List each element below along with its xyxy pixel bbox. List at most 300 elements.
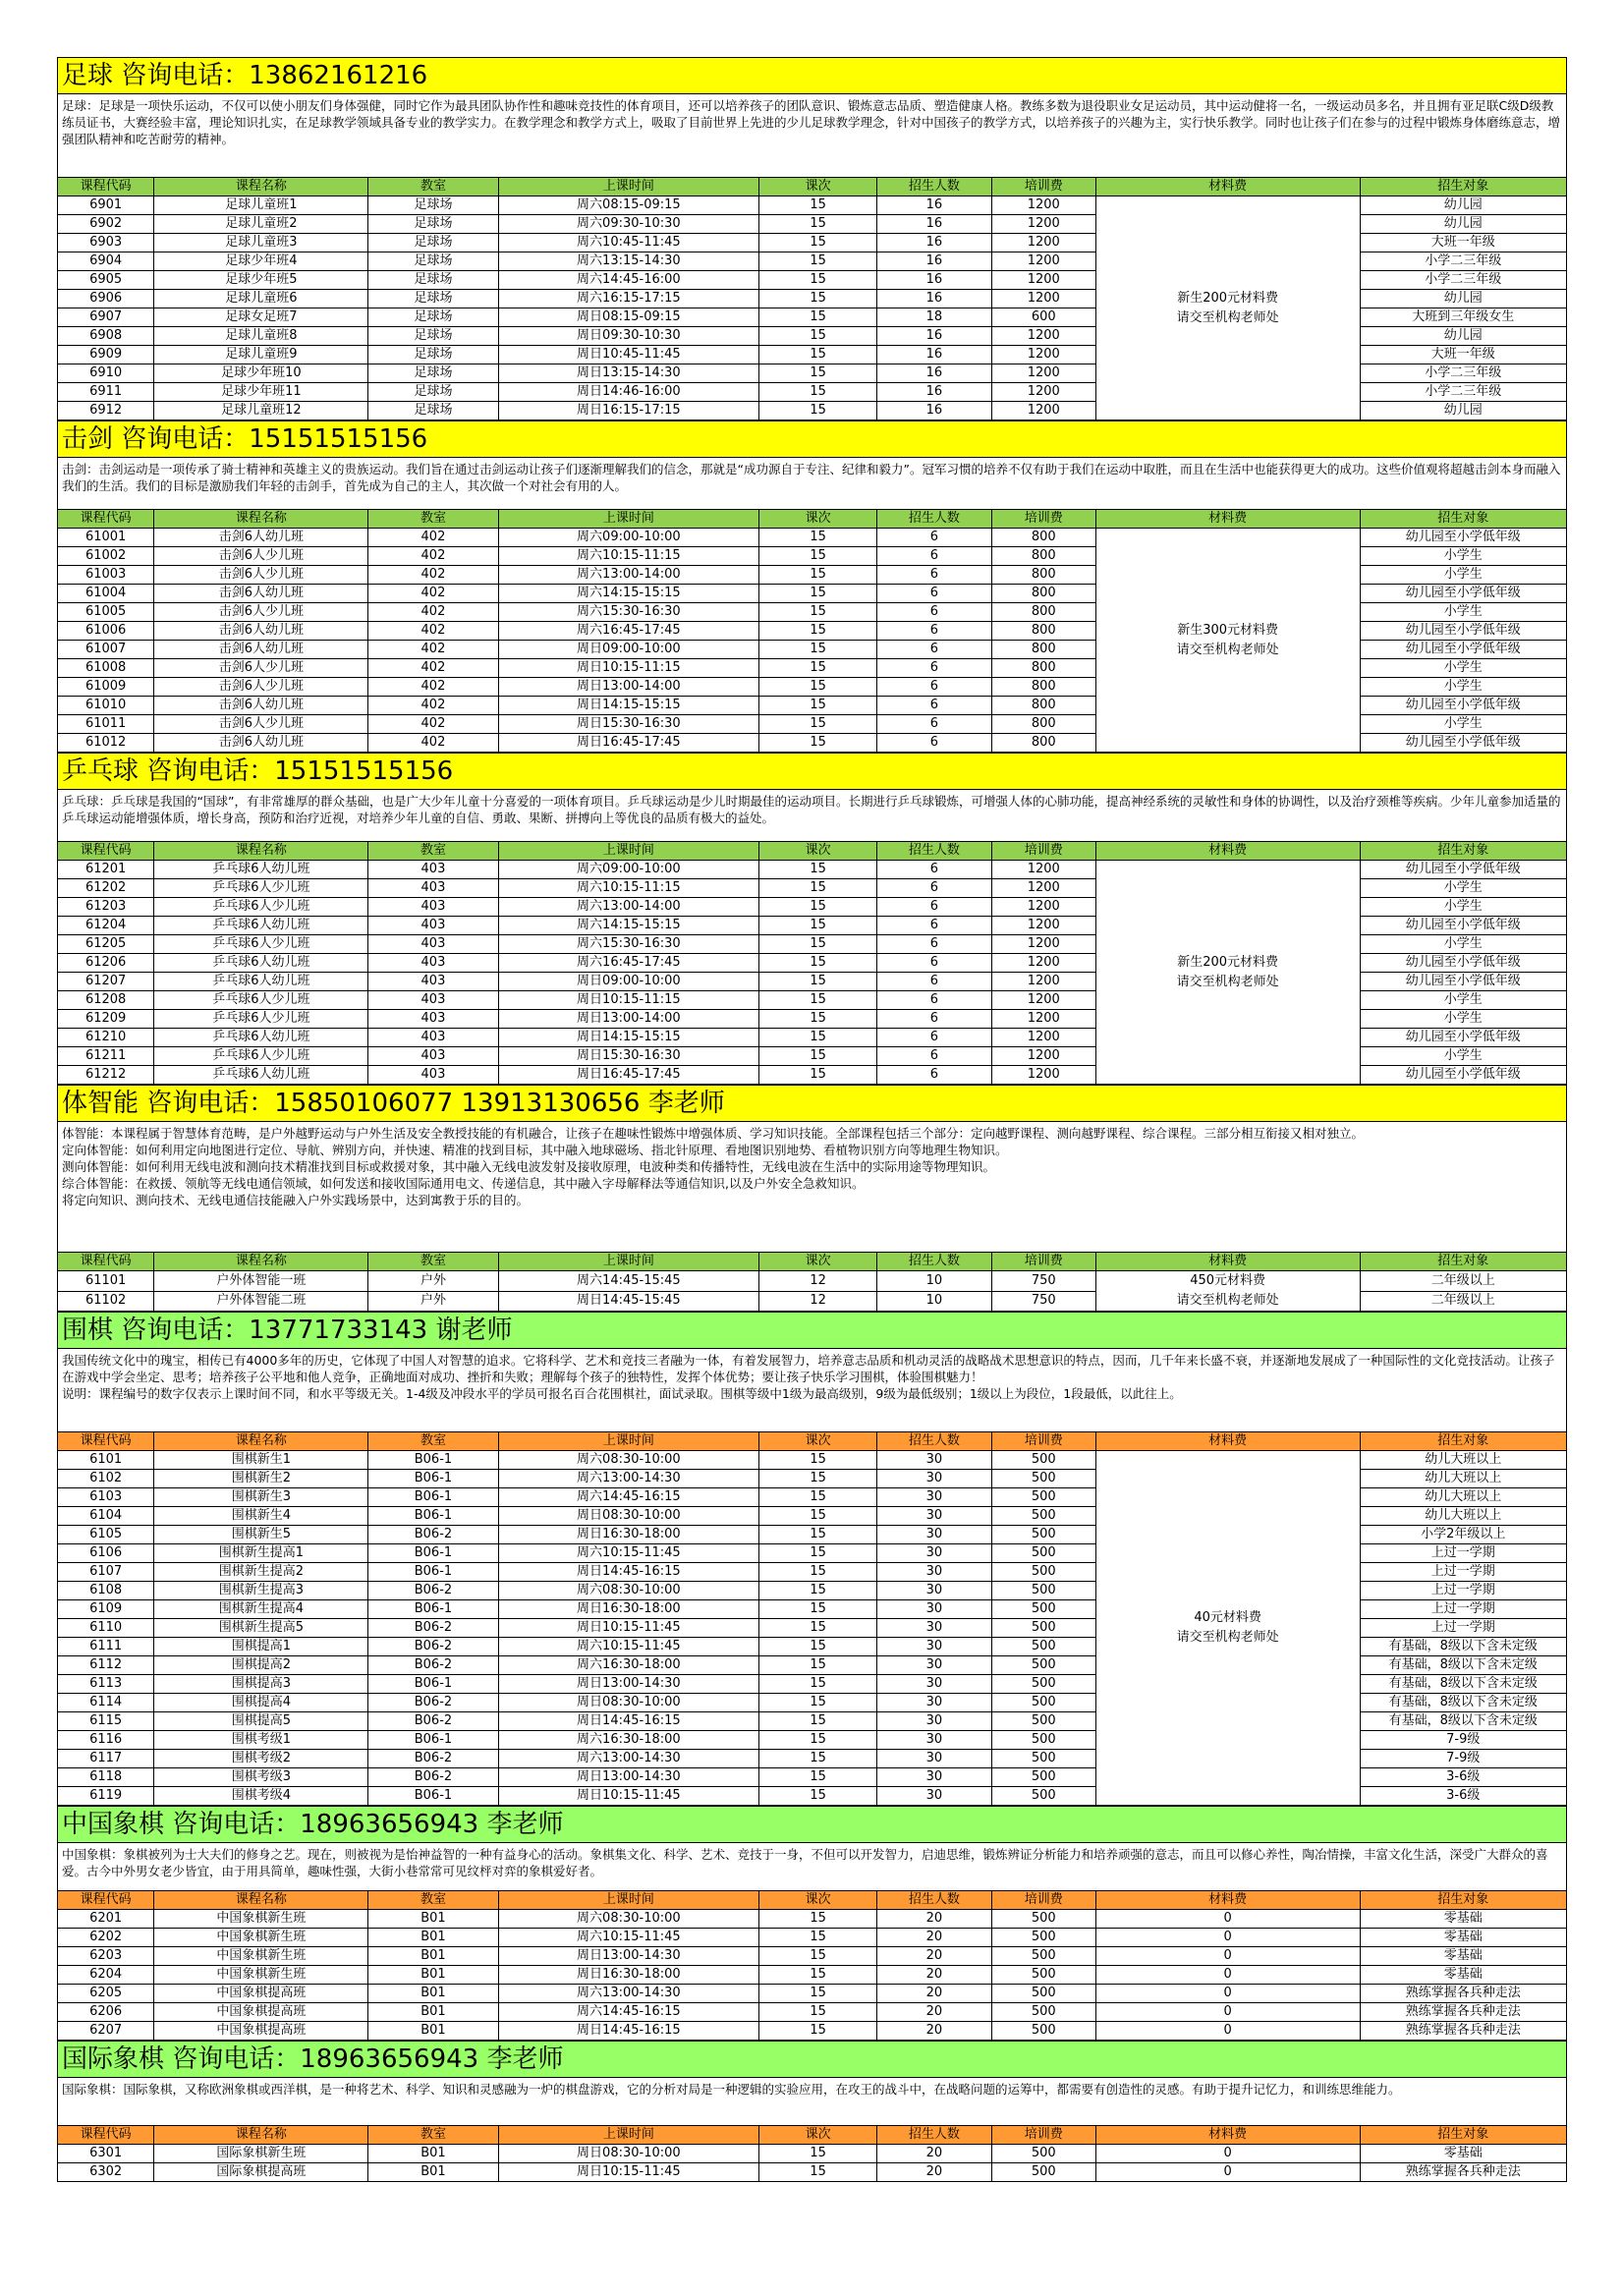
target-cell: 幼儿园至小学低年级 bbox=[1360, 917, 1566, 935]
table-cell: 15 bbox=[759, 1694, 877, 1712]
table-cell: 足球场 bbox=[368, 252, 498, 271]
target-cell: 小学生 bbox=[1360, 1047, 1566, 1066]
table-cell: B06-1 bbox=[368, 1488, 498, 1507]
table-cell: 61010 bbox=[58, 697, 154, 715]
table-cell: B06-2 bbox=[368, 1526, 498, 1544]
target-cell: 有基础，8级以下含未定级 bbox=[1360, 1656, 1566, 1675]
table-cell: 足球场 bbox=[368, 290, 498, 308]
table-cell: B06-1 bbox=[368, 1563, 498, 1582]
table-cell: 15 bbox=[759, 327, 877, 346]
target-cell: 零基础 bbox=[1360, 1966, 1566, 1985]
target-cell: 有基础，8级以下含未定级 bbox=[1360, 1675, 1566, 1694]
description-paragraph: 我国传统文化中的瑰宝，相传已有4000多年的历史，它体现了中国人对智慧的追求。它将科学、艺术和竞技三者融为一体，有着发展智力，培养意志品质和机动灵活的战略战术思想意识的特点，因而，几千年来长盛不衰，并逐渐地发展成了一种国际性的文化竞技活动。让孩子在游戏中学会坐定、思考；培养孩子公平地和他人竞争，正确地面对成功、挫折和失败；理解每个孩子的独特性，发挥个体优势；要让孩子快乐学习围棋，体验围棋魅力！ bbox=[62, 1353, 1555, 1384]
table-cell: 周六14:45-16:15 bbox=[498, 1488, 759, 1507]
table-cell: 6207 bbox=[58, 2022, 154, 2041]
table-cell: 击剑6人幼儿班 bbox=[154, 585, 368, 603]
table-cell: 6109 bbox=[58, 1600, 154, 1619]
table-cell: 15 bbox=[759, 2145, 877, 2163]
table-cell: 800 bbox=[991, 547, 1095, 566]
table-cell: 1200 bbox=[991, 935, 1095, 954]
table-cell: 15 bbox=[759, 1619, 877, 1638]
column-header: 课程代码 bbox=[58, 1432, 154, 1451]
table-cell: 16 bbox=[877, 252, 992, 271]
material-fee-line: 请交至机构老师处 bbox=[1176, 1293, 1279, 1308]
table-cell: 周六13:00-14:30 bbox=[498, 1985, 759, 2003]
column-header: 教室 bbox=[368, 1253, 498, 1271]
table-cell: 足球女足班7 bbox=[154, 308, 368, 327]
table-cell: 足球少年班11 bbox=[154, 383, 368, 402]
table-cell: 周六10:15-11:45 bbox=[498, 1929, 759, 1947]
target-cell: 小学生 bbox=[1360, 991, 1566, 1010]
table-cell: 500 bbox=[991, 1694, 1095, 1712]
table-cell: 61201 bbox=[58, 861, 154, 879]
table-cell: 周六16:30-18:00 bbox=[498, 1656, 759, 1675]
target-cell: 上过一学期 bbox=[1360, 1600, 1566, 1619]
target-cell: 小学生 bbox=[1360, 659, 1566, 678]
table-cell: 15 bbox=[759, 364, 877, 383]
table-cell: 30 bbox=[877, 1694, 992, 1712]
table-cell: 足球儿童班1 bbox=[154, 196, 368, 215]
table-cell: 800 bbox=[991, 622, 1095, 641]
table-cell: 1200 bbox=[991, 402, 1095, 420]
table-cell: 6 bbox=[877, 622, 992, 641]
table-cell: 500 bbox=[991, 1600, 1095, 1619]
table-cell: 15 bbox=[759, 898, 877, 917]
table-cell: 15 bbox=[759, 879, 877, 898]
table-cell: 6 bbox=[877, 861, 992, 879]
table-cell: 61004 bbox=[58, 585, 154, 603]
table-cell: 500 bbox=[991, 1451, 1095, 1470]
table-cell: 周日10:15-11:45 bbox=[498, 1619, 759, 1638]
target-cell: 上过一学期 bbox=[1360, 1582, 1566, 1600]
table-cell: 中国象棋提高班 bbox=[154, 2022, 368, 2041]
table-cell: 6 bbox=[877, 547, 992, 566]
table-cell: 围棋考级3 bbox=[154, 1768, 368, 1787]
table-cell: 足球场 bbox=[368, 308, 498, 327]
table-cell: 围棋新生提高4 bbox=[154, 1600, 368, 1619]
table-cell: 16 bbox=[877, 364, 992, 383]
target-cell: 大班到三年级女生 bbox=[1360, 308, 1566, 327]
table-cell: 周日16:15-17:15 bbox=[498, 402, 759, 420]
table-cell: 围棋提高2 bbox=[154, 1656, 368, 1675]
table-cell: 周日14:46-16:00 bbox=[498, 383, 759, 402]
table-cell: 6117 bbox=[58, 1750, 154, 1768]
course-table bbox=[57, 1252, 1567, 1312]
column-header: 培训费 bbox=[991, 842, 1095, 861]
table-cell: 500 bbox=[991, 1985, 1095, 2003]
table-cell: 15 bbox=[759, 861, 877, 879]
target-cell: 零基础 bbox=[1360, 1947, 1566, 1966]
table-cell: 403 bbox=[368, 1047, 498, 1066]
column-header: 课次 bbox=[759, 510, 877, 529]
column-header: 上课时间 bbox=[498, 1253, 759, 1271]
table-cell: 周日13:00-14:30 bbox=[498, 1675, 759, 1694]
table-cell: 乒乓球6人幼儿班 bbox=[154, 861, 368, 879]
target-cell: 幼儿园 bbox=[1360, 290, 1566, 308]
column-header: 课程名称 bbox=[154, 178, 368, 196]
table-cell: 61209 bbox=[58, 1010, 154, 1029]
target-cell: 小学生 bbox=[1360, 566, 1566, 585]
table-cell: 围棋提高3 bbox=[154, 1675, 368, 1694]
table-cell: 6302 bbox=[58, 2163, 154, 2182]
table-cell: 户外 bbox=[368, 1271, 498, 1292]
table-cell: 30 bbox=[877, 1675, 992, 1694]
table-cell: 1200 bbox=[991, 1047, 1095, 1066]
table-cell: 1200 bbox=[991, 271, 1095, 290]
column-header: 材料费 bbox=[1095, 178, 1360, 196]
column-header: 上课时间 bbox=[498, 1432, 759, 1451]
table-cell: 足球场 bbox=[368, 196, 498, 215]
table-cell: 6905 bbox=[58, 271, 154, 290]
table-cell: 周日16:45-17:45 bbox=[498, 1066, 759, 1085]
table-cell: 6901 bbox=[58, 196, 154, 215]
table-cell: 乒乓球6人幼儿班 bbox=[154, 973, 368, 991]
table-cell: 15 bbox=[759, 1787, 877, 1806]
table-cell: 15 bbox=[759, 659, 877, 678]
table-cell: 30 bbox=[877, 1768, 992, 1787]
table-cell: 30 bbox=[877, 1544, 992, 1563]
table-cell: 61012 bbox=[58, 734, 154, 753]
table-cell: 周日13:00-14:00 bbox=[498, 678, 759, 697]
table-cell: 周六09:00-10:00 bbox=[498, 529, 759, 547]
table-cell: 6906 bbox=[58, 290, 154, 308]
table-cell: 户外 bbox=[368, 1291, 498, 1312]
table-row bbox=[58, 1271, 1567, 1292]
table-cell: 周六10:45-11:45 bbox=[498, 234, 759, 252]
column-header: 课次 bbox=[759, 1891, 877, 1910]
table-cell: 6 bbox=[877, 734, 992, 753]
table-cell: 乒乓球6人少儿班 bbox=[154, 935, 368, 954]
table-cell: 1200 bbox=[991, 861, 1095, 879]
table-cell: 15 bbox=[759, 1451, 877, 1470]
column-header: 课程名称 bbox=[154, 842, 368, 861]
course-schedule-page bbox=[57, 57, 1567, 2182]
table-cell: 16 bbox=[877, 290, 992, 308]
table-cell: 600 bbox=[991, 308, 1095, 327]
table-cell: 800 bbox=[991, 585, 1095, 603]
table-cell: 周日14:45-16:15 bbox=[498, 1563, 759, 1582]
table-row bbox=[58, 1947, 1567, 1966]
table-cell: B06-1 bbox=[368, 1451, 498, 1470]
table-cell: 500 bbox=[991, 1582, 1095, 1600]
table-cell: 1200 bbox=[991, 364, 1095, 383]
table-cell: 20 bbox=[877, 1947, 992, 1966]
section-title: 中国象棋 咨询电话：18963656943 李老师 bbox=[57, 1806, 1567, 1842]
table-cell: 403 bbox=[368, 861, 498, 879]
table-cell: 击剑6人少儿班 bbox=[154, 659, 368, 678]
table-cell: 足球儿童班6 bbox=[154, 290, 368, 308]
target-cell: 幼儿园 bbox=[1360, 402, 1566, 420]
section-description bbox=[57, 457, 1567, 509]
table-header-row bbox=[58, 510, 1567, 529]
table-cell: 15 bbox=[759, 1638, 877, 1656]
table-cell: 18 bbox=[877, 308, 992, 327]
target-cell: 上过一学期 bbox=[1360, 1563, 1566, 1582]
table-cell: 6 bbox=[877, 917, 992, 935]
column-header: 培训费 bbox=[991, 178, 1095, 196]
material-fee-line: 请交至机构老师处 bbox=[1176, 1630, 1279, 1645]
table-cell: 20 bbox=[877, 1910, 992, 1929]
table-cell: 周六15:30-16:30 bbox=[498, 935, 759, 954]
target-cell: 幼儿园至小学低年级 bbox=[1360, 641, 1566, 659]
table-cell: 6 bbox=[877, 641, 992, 659]
table-cell: 周六16:45-17:45 bbox=[498, 954, 759, 973]
target-cell: 熟练掌握各兵种走法 bbox=[1360, 2022, 1566, 2041]
table-cell: 足球场 bbox=[368, 346, 498, 364]
table-cell: 6902 bbox=[58, 215, 154, 234]
table-cell: 周六14:15-15:15 bbox=[498, 585, 759, 603]
table-cell: 周日10:45-11:45 bbox=[498, 346, 759, 364]
table-cell: 403 bbox=[368, 1029, 498, 1047]
target-cell: 3-6级 bbox=[1360, 1787, 1566, 1806]
table-cell: 61009 bbox=[58, 678, 154, 697]
target-cell: 7-9级 bbox=[1360, 1750, 1566, 1768]
table-cell: 403 bbox=[368, 1010, 498, 1029]
column-header: 教室 bbox=[368, 842, 498, 861]
table-cell: 1200 bbox=[991, 327, 1095, 346]
table-cell: 足球儿童班3 bbox=[154, 234, 368, 252]
table-cell: 6904 bbox=[58, 252, 154, 271]
table-cell: 围棋新生提高3 bbox=[154, 1582, 368, 1600]
table-cell: B06-2 bbox=[368, 1582, 498, 1600]
description-paragraph: 综合体智能：在救援、领航等无线电通信领域，如何发送和接收国际通用电文、传递信息，其中融入字母解释法等通信知识,以及户外安全急救知识。 bbox=[62, 1176, 865, 1191]
table-cell: 乒乓球6人少儿班 bbox=[154, 879, 368, 898]
table-cell: 402 bbox=[368, 585, 498, 603]
table-cell: 围棋新生5 bbox=[154, 1526, 368, 1544]
target-cell: 熟练掌握各兵种走法 bbox=[1360, 2003, 1566, 2022]
table-cell: 12 bbox=[759, 1271, 877, 1292]
table-cell: 足球少年班4 bbox=[154, 252, 368, 271]
column-header: 招生人数 bbox=[877, 842, 992, 861]
course-table bbox=[57, 509, 1567, 753]
table-cell: 6104 bbox=[58, 1507, 154, 1526]
table-cell: 402 bbox=[368, 678, 498, 697]
column-header: 招生对象 bbox=[1360, 1432, 1566, 1451]
table-cell: 击剑6人少儿班 bbox=[154, 678, 368, 697]
table-cell: B06-2 bbox=[368, 1619, 498, 1638]
table-cell: 500 bbox=[991, 1910, 1095, 1929]
column-header: 招生对象 bbox=[1360, 842, 1566, 861]
table-cell: 15 bbox=[759, 641, 877, 659]
table-cell: 15 bbox=[759, 1910, 877, 1929]
table-cell: 击剑6人少儿班 bbox=[154, 566, 368, 585]
column-header: 课程代码 bbox=[58, 842, 154, 861]
table-cell: 15 bbox=[759, 1470, 877, 1488]
target-cell: 小学二三年级 bbox=[1360, 271, 1566, 290]
table-cell: 15 bbox=[759, 402, 877, 420]
table-cell: 6107 bbox=[58, 1563, 154, 1582]
table-cell: 402 bbox=[368, 566, 498, 585]
table-cell: 6113 bbox=[58, 1675, 154, 1694]
table-cell: 15 bbox=[759, 1929, 877, 1947]
table-cell: 61005 bbox=[58, 603, 154, 622]
table-cell: 周六10:15-11:45 bbox=[498, 1544, 759, 1563]
table-cell: 500 bbox=[991, 1787, 1095, 1806]
target-cell: 幼儿园至小学低年级 bbox=[1360, 734, 1566, 753]
column-header: 培训费 bbox=[991, 1891, 1095, 1910]
table-cell: 6112 bbox=[58, 1656, 154, 1675]
table-cell: 周日16:30-18:00 bbox=[498, 1600, 759, 1619]
section-title: 国际象棋 咨询电话：18963656943 李老师 bbox=[57, 2041, 1567, 2077]
table-cell: 15 bbox=[759, 678, 877, 697]
target-cell: 幼儿园至小学低年级 bbox=[1360, 861, 1566, 879]
table-cell: 403 bbox=[368, 1066, 498, 1085]
material-fee-line: 新生300元材料费 bbox=[1177, 622, 1279, 638]
table-cell: 围棋提高1 bbox=[154, 1638, 368, 1656]
column-header: 课程代码 bbox=[58, 2126, 154, 2145]
table-cell: 6101 bbox=[58, 1451, 154, 1470]
table-cell: B01 bbox=[368, 2022, 498, 2041]
table-cell: 击剑6人幼儿班 bbox=[154, 697, 368, 715]
table-cell: 30 bbox=[877, 1600, 992, 1619]
target-cell: 大班一年级 bbox=[1360, 346, 1566, 364]
table-cell: 500 bbox=[991, 2022, 1095, 2041]
table-cell: 61204 bbox=[58, 917, 154, 935]
column-header: 招生对象 bbox=[1360, 2126, 1566, 2145]
table-cell: 围棋新生提高2 bbox=[154, 1563, 368, 1582]
table-cell: 中国象棋新生班 bbox=[154, 1910, 368, 1929]
table-cell: 800 bbox=[991, 715, 1095, 734]
table-cell: 6206 bbox=[58, 2003, 154, 2022]
table-cell: 30 bbox=[877, 1488, 992, 1507]
target-cell: 幼儿园至小学低年级 bbox=[1360, 973, 1566, 991]
table-cell: 6 bbox=[877, 1010, 992, 1029]
table-cell: 15 bbox=[759, 1526, 877, 1544]
target-cell: 幼儿园至小学低年级 bbox=[1360, 1066, 1566, 1085]
table-cell: 1200 bbox=[991, 917, 1095, 935]
table-cell: 周日14:45-16:15 bbox=[498, 1712, 759, 1731]
table-cell: 周六13:00-14:00 bbox=[498, 898, 759, 917]
target-cell: 幼儿园至小学低年级 bbox=[1360, 585, 1566, 603]
table-cell: 6912 bbox=[58, 402, 154, 420]
table-cell: 周六16:15-17:15 bbox=[498, 290, 759, 308]
table-cell: 500 bbox=[991, 1966, 1095, 1985]
table-cell: 16 bbox=[877, 234, 992, 252]
target-cell: 幼儿园至小学低年级 bbox=[1360, 954, 1566, 973]
table-row bbox=[58, 1966, 1567, 1985]
table-cell: 周日10:15-11:15 bbox=[498, 659, 759, 678]
table-cell: 0 bbox=[1095, 2145, 1360, 2163]
table-cell: 周日13:00-14:30 bbox=[498, 1947, 759, 1966]
target-cell: 幼儿大班以上 bbox=[1360, 1451, 1566, 1470]
table-cell: 围棋新生1 bbox=[154, 1451, 368, 1470]
column-header: 招生人数 bbox=[877, 1253, 992, 1271]
column-header: 招生对象 bbox=[1360, 178, 1566, 196]
table-header-row bbox=[58, 2126, 1567, 2145]
column-header: 培训费 bbox=[991, 1253, 1095, 1271]
table-cell: 15 bbox=[759, 308, 877, 327]
table-cell: 6909 bbox=[58, 346, 154, 364]
table-cell: 6106 bbox=[58, 1544, 154, 1563]
table-cell: 15 bbox=[759, 252, 877, 271]
table-row bbox=[58, 861, 1567, 879]
table-cell: 402 bbox=[368, 715, 498, 734]
column-header: 课次 bbox=[759, 1432, 877, 1451]
column-header: 课次 bbox=[759, 1253, 877, 1271]
table-cell: 800 bbox=[991, 603, 1095, 622]
table-cell: 1200 bbox=[991, 973, 1095, 991]
table-cell: 6 bbox=[877, 898, 992, 917]
table-cell: B06-2 bbox=[368, 1750, 498, 1768]
table-row bbox=[58, 1985, 1567, 2003]
table-cell: B06-2 bbox=[368, 1656, 498, 1675]
table-cell: 周六14:45-16:15 bbox=[498, 2003, 759, 2022]
table-cell: 61102 bbox=[58, 1291, 154, 1312]
table-cell: 1200 bbox=[991, 346, 1095, 364]
table-cell: 15 bbox=[759, 1544, 877, 1563]
course-table bbox=[57, 1890, 1567, 2041]
table-cell: 15 bbox=[759, 917, 877, 935]
table-cell: 6118 bbox=[58, 1768, 154, 1787]
table-row bbox=[58, 1929, 1567, 1947]
section-description bbox=[57, 789, 1567, 841]
table-cell: B06-1 bbox=[368, 1507, 498, 1526]
column-header: 招生对象 bbox=[1360, 510, 1566, 529]
table-cell: 乒乓球6人幼儿班 bbox=[154, 1066, 368, 1085]
target-cell: 小学二三年级 bbox=[1360, 364, 1566, 383]
column-header: 教室 bbox=[368, 510, 498, 529]
table-cell: 30 bbox=[877, 1787, 992, 1806]
table-cell: 6910 bbox=[58, 364, 154, 383]
column-header: 上课时间 bbox=[498, 510, 759, 529]
table-cell: 周日15:30-16:30 bbox=[498, 1047, 759, 1066]
table-cell: 500 bbox=[991, 1563, 1095, 1582]
table-cell: 中国象棋提高班 bbox=[154, 2003, 368, 2022]
table-cell: 500 bbox=[991, 1675, 1095, 1694]
table-cell: 15 bbox=[759, 2163, 877, 2182]
table-cell: 周日16:30-18:00 bbox=[498, 1526, 759, 1544]
table-cell: 30 bbox=[877, 1638, 992, 1656]
course-table bbox=[57, 1431, 1567, 1806]
column-header: 课次 bbox=[759, 842, 877, 861]
description-paragraph: 乒乓球：乒乓球是我国的“国球”，有非常雄厚的群众基础，也是广大少年儿童十分喜爱的一项体育项目。乒乓球运动是少儿时期最佳的运动项目。长期进行乒乓球锻炼，可增强人体的心肺功能，提高神经系统的灵敏性和身体的协调性，以及治疗颈椎等疾病。少年儿童参加适量的乒乓球运动能增强体质，增长身高，预防和治疗近视，对培养少年儿童的自信、勇敢、果断、拼搏向上等优良的品质有极大的益处。 bbox=[62, 794, 1561, 825]
table-cell: 足球场 bbox=[368, 364, 498, 383]
table-cell: 15 bbox=[759, 1750, 877, 1768]
column-header: 课程名称 bbox=[154, 510, 368, 529]
table-cell: 15 bbox=[759, 2022, 877, 2041]
table-cell: 15 bbox=[759, 234, 877, 252]
table-cell: 61003 bbox=[58, 566, 154, 585]
table-cell: 500 bbox=[991, 2163, 1095, 2182]
target-cell: 小学2年级以上 bbox=[1360, 1526, 1566, 1544]
table-cell: 6205 bbox=[58, 1985, 154, 2003]
table-cell: 15 bbox=[759, 622, 877, 641]
table-cell: B01 bbox=[368, 2163, 498, 2182]
table-cell: 16 bbox=[877, 271, 992, 290]
table-cell: 乒乓球6人少儿班 bbox=[154, 1010, 368, 1029]
table-cell: 500 bbox=[991, 2003, 1095, 2022]
table-cell: 0 bbox=[1095, 2163, 1360, 2182]
table-cell: 61001 bbox=[58, 529, 154, 547]
table-cell: 500 bbox=[991, 1526, 1095, 1544]
column-header: 招生人数 bbox=[877, 1891, 992, 1910]
table-cell: 国际象棋提高班 bbox=[154, 2163, 368, 2182]
table-cell: 围棋提高5 bbox=[154, 1712, 368, 1731]
table-cell: 15 bbox=[759, 697, 877, 715]
table-cell: 周日13:00-14:30 bbox=[498, 1768, 759, 1787]
table-cell: B06-1 bbox=[368, 1731, 498, 1750]
table-row bbox=[58, 529, 1567, 547]
table-cell: 周六09:30-10:30 bbox=[498, 215, 759, 234]
column-header: 招生人数 bbox=[877, 510, 992, 529]
target-cell: 小学生 bbox=[1360, 603, 1566, 622]
table-cell: 402 bbox=[368, 641, 498, 659]
table-cell: 500 bbox=[991, 1470, 1095, 1488]
table-cell: 1200 bbox=[991, 1010, 1095, 1029]
table-cell: 6908 bbox=[58, 327, 154, 346]
table-cell: 周日10:15-11:45 bbox=[498, 2163, 759, 2182]
column-header: 招生人数 bbox=[877, 2126, 992, 2145]
